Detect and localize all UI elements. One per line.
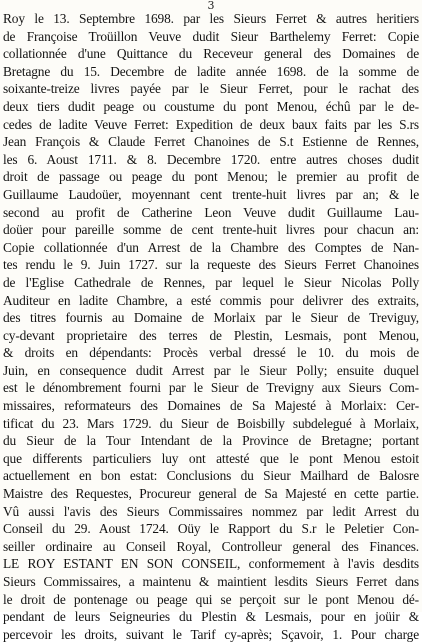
page-number: 3 bbox=[207, 0, 215, 12]
text-line: collationnée d'une Quittance du Receveur general des Domaines de bbox=[3, 46, 419, 62]
text-line: deux tiers dudit peage ou coustume du pont Menou, échû par le de- bbox=[3, 98, 419, 114]
text-line: LE ROY ESTANT EN SON CONSEIL, conformement à l'avis desdits bbox=[3, 556, 419, 572]
text-line: Guillaume Laudoüer, moyennant cent trente-huit livres par an; & le bbox=[3, 186, 419, 202]
text-line: second au profit de Catherine Leon Veuve dudit Guillaume Lau- bbox=[3, 204, 419, 220]
text-line: soixante-treize livres payée par le Sieur Ferret, pour le rachat des bbox=[3, 81, 419, 97]
text-line: tificat du 23. Mars 1729. du Sieur de Boisbilly subdelegué à Morlaix, bbox=[3, 415, 419, 431]
text-line: percevoir les droits, suivant le Tarif cy-après; Sçavoir, 1. Pour charge bbox=[3, 626, 419, 642]
text-line: droit de passage ou peage du pont Menou; le premier au profit de bbox=[3, 169, 419, 185]
text-line: Vû aussi l'avis des Sieurs Commissaires nommez par ledit Arrest du bbox=[3, 503, 419, 519]
text-line: Jean François & Claude Ferret Chanoines de S.t Estienne de Rennes, bbox=[3, 134, 419, 150]
text-line: le droit de pontenage ou peage qui se perçoit sur le pont Menou dé- bbox=[3, 591, 419, 607]
text-line: Auditeur en ladite Chambre, a esté commis pour delivrer des extraits, bbox=[3, 292, 419, 308]
text-line: cy-devant proprietaire des terres de Plestin, Lesmais, pont Menou, bbox=[3, 327, 419, 343]
text-line: de Françoise Troüillon Veuve dudit Sieur Barthelemy Ferret: Copie bbox=[3, 28, 419, 44]
text-line: actuellement en bon estat: Conclusions du Sieur Mailhard de Balosre bbox=[3, 468, 419, 484]
text-line: les 6. Aoust 1711. & 8. Decembre 1720. entre autres choses dudit bbox=[3, 151, 419, 167]
text-line: pendant de leurs Seigneuries du Plestin & Lesmais, pour en joüir & bbox=[3, 609, 419, 625]
text-line: du Sieur de la Tour Intendant de la Province de Bretagne; portant bbox=[3, 433, 419, 449]
text-line: Conseil du 29. Aoust 1724. Oüy le Rapport du S.r le Peletier Con- bbox=[3, 521, 419, 537]
text-line: Roy le 13. Septembre 1698. par les Sieurs Ferret & autres heritiers bbox=[3, 11, 419, 26]
text-line: tes rendu le 9. Juin 1727. sur la requeste des Sieurs Ferret Chanoines bbox=[3, 257, 419, 273]
text-line: des titres fournis au Domaine de Morlaix par le Sieur de Treviguy, bbox=[3, 310, 419, 326]
text-line: Bretagne du 15. Decembre de ladite année 1698. de la somme de bbox=[3, 63, 419, 79]
text-line: Maistre des Requestes, Procureur general de Sa Majesté en cette partie. bbox=[3, 486, 419, 502]
text-line: seiller ordinaire au Conseil Royal, Controlleur general des Finances. bbox=[3, 538, 419, 554]
text-line: Juin, en consequence dudit Arrest par le Sieur Polly; ensuite duquel bbox=[3, 362, 419, 378]
text-line: missaires, reformateurs des Domaines de Sa Majesté à Morlaix: Cer- bbox=[3, 398, 419, 414]
text-line: cedes de ladite Veuve Ferret: Expedition de deux baux faits par les S.rs bbox=[3, 116, 419, 132]
text-line: & droits en dépendants: Procès verbal dressé le 10. du mois de bbox=[3, 345, 419, 361]
text-line: de l'Eglise Cathedrale de Rennes, par lequel le Sieur Nicolas Polly bbox=[3, 274, 419, 290]
text-line: est le dénombrement fourni par le Sieur de Trevigny aux Sieurs Com- bbox=[3, 380, 419, 396]
text-line: Copie collationnée d'un Arrest de la Chambre des Comptes de Nan- bbox=[3, 239, 419, 255]
text-line: Sieurs Commissaires, a maintenu & maintient lesdits Sieurs Ferret dans bbox=[3, 574, 419, 589]
body-text bbox=[3, 10, 419, 643]
text-line: doüer pour pareille somme de cent trente-huit livres pour chacun an: bbox=[3, 222, 419, 238]
text-line: que differents particuliers luy ont attesté que le pont Menou estoit bbox=[3, 450, 419, 466]
